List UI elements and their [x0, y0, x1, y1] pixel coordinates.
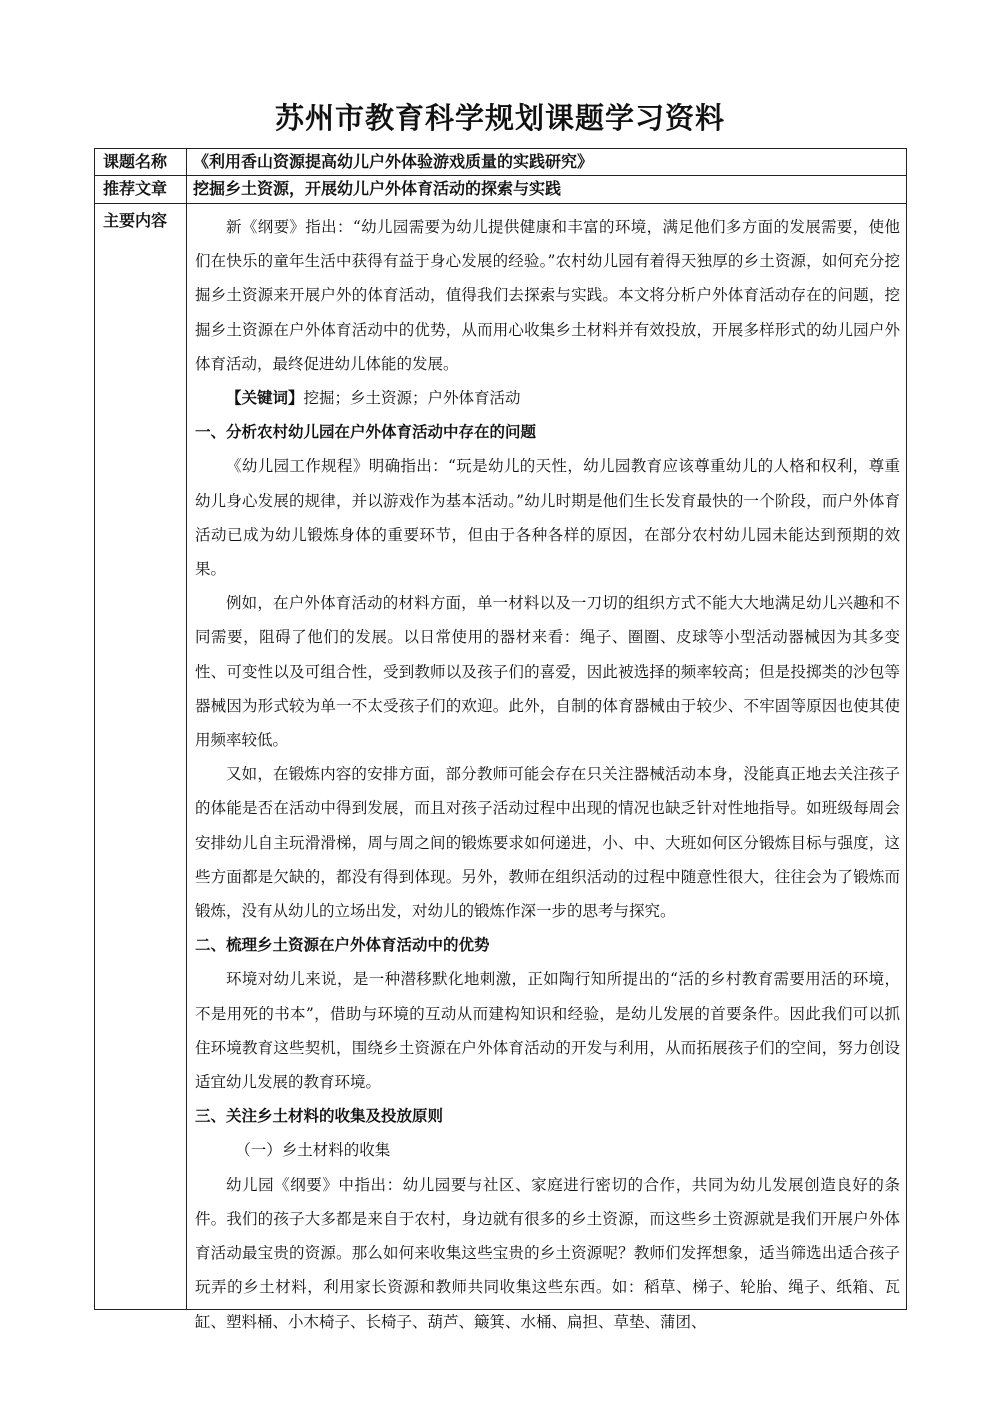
intro-paragraph: 新《纲要》指出：“幼儿园需要为幼儿提供健康和丰富的环境，满足他们多方面的发展需要，使他们在快乐的童年生活中获得有益于身心发展的经验。”农村幼儿园有着得天独厚的乡土资源，如何充分挖掘乡土资源来开展户外的体育活动，值得我们去探索与实践。本文将分析户外体育活动存在的问题，挖掘乡土资源在户外体育活动中的优势，从而用心收集乡土材料并有效投放，开展多样形式的幼儿园户外体育活动，最终促进幼儿体能的发展。: [195, 218, 900, 373]
content-label: 主要内容: [95, 204, 187, 1309]
subsection-1-heading: （一）乡土材料的收集: [235, 1141, 391, 1160]
keywords-text: 挖掘；乡土资源；户外体育活动: [303, 389, 521, 408]
section-1-paragraph-1: 《幼儿园工作规程》明确指出：“玩是幼儿的天性，幼儿园教育应该尊重幼儿的人格和权利，尊重幼儿身心发展的规律，并以游戏作为基本活动。”幼儿时期是他们生长发育最快的一个阶段，而户外体育活动已成为幼儿锻炼身体的重要环节，但由于各种各样的原因，在部分农村幼儿园未能达到预期的效果。: [195, 457, 900, 579]
article-label: 推荐文章: [95, 176, 187, 203]
topic-label: 课题名称: [95, 149, 187, 175]
keywords-label: 【关键词】: [226, 388, 304, 408]
article-row: [95, 176, 906, 204]
info-table: [94, 148, 907, 1331]
page-title: 苏州市教育科学规划课题学习资料: [274, 101, 725, 135]
section-3-paragraph-1: 幼儿园《纲要》中指出：幼儿园要与社区、家庭进行密切的合作，共同为幼儿发展创造良好的条件。我们的孩子大多都是来自于农村，身边就有很多的乡土资源，而这些乡土资源就是我们开展户外体育活动最宝贵的资源。那么如何来收集这些宝贵的乡土资源呢？教师们发挥想象，适当筛选出适合孩子玩弄的乡土材料，利用家长资源和教师共同收集这些东西。如：稻草、梯子、轮胎、绳子、纸箱、瓦缸、塑料桶、小木椅子、长椅子、葫芦、簸箕、水桶、扁担、草垫、蒲团、: [195, 1175, 900, 1331]
section-3-heading: 三、关注乡土材料的收集及投放原则: [195, 1106, 444, 1126]
section-2-heading: 二、梳理乡土资源在户外体育活动中的优势: [195, 935, 490, 955]
topic-value: 《利用香山资源提高幼儿户外体验游戏质量的实践研究》: [193, 152, 594, 171]
section-1-paragraph-3: 又如，在锻炼内容的安排方面，部分教师可能会存在只关注器械活动本身，没能真正地去关注孩子的体能是否在活动中得到发展，而且对孩子活动过程中出现的情况也缺乏针对性地指导。如班级每周会安排幼儿自主玩滑滑梯，周与周之间的锻炼要求如何递进，小、中、大班如何区分锻炼目标与强度，这些方面都是欠缺的，都没有得到体现。另外，教师在组织活动的过程中随意性很大，往往会为了锻炼而锻炼，没有从幼儿的立场出发，对幼儿的锻炼作深一步的思考与探究。: [195, 765, 900, 921]
section-1-heading: 一、分析农村幼儿园在户外体育活动中存在的问题: [195, 422, 537, 442]
topic-row: [95, 149, 906, 176]
article-value: 挖掘乡土资源，开展幼儿户外体育活动的探索与实践: [193, 179, 562, 198]
content-row: [95, 204, 906, 1331]
keywords-line: [195, 381, 900, 415]
section-2-paragraph-1: 环境对幼儿来说，是一种潜移默化地刺激，正如陶行知所提出的“活的乡村教育需要用活的环境，不是用死的书本”，借助与环境的互动从而建构知识和经验，是幼儿发展的首要条件。因此我们可以抓住环境教育这些契机，围绕乡土资源在户外体育活动的开发与利用，从而拓展孩子们的空间，努力创设适宜幼儿发展的教育环境。: [195, 970, 900, 1092]
section-1-paragraph-2: 例如，在户外体育活动的材料方面，单一材料以及一刀切的组织方式不能大大地满足幼儿兴趣和不同需要，阻碍了他们的发展。以日常使用的器材来看：绳子、圈圈、皮球等小型活动器械因为其多变性、可变性以及可组合性，受到教师以及孩子们的喜爱，因此被选择的频率较高；但是投掷类的沙包等器械因为形式较为单一不太受孩子们的欢迎。此外，自制的体育器械由于较少、不牢固等原因也使其使用频率较低。: [195, 594, 900, 750]
main-content: [187, 204, 906, 1331]
